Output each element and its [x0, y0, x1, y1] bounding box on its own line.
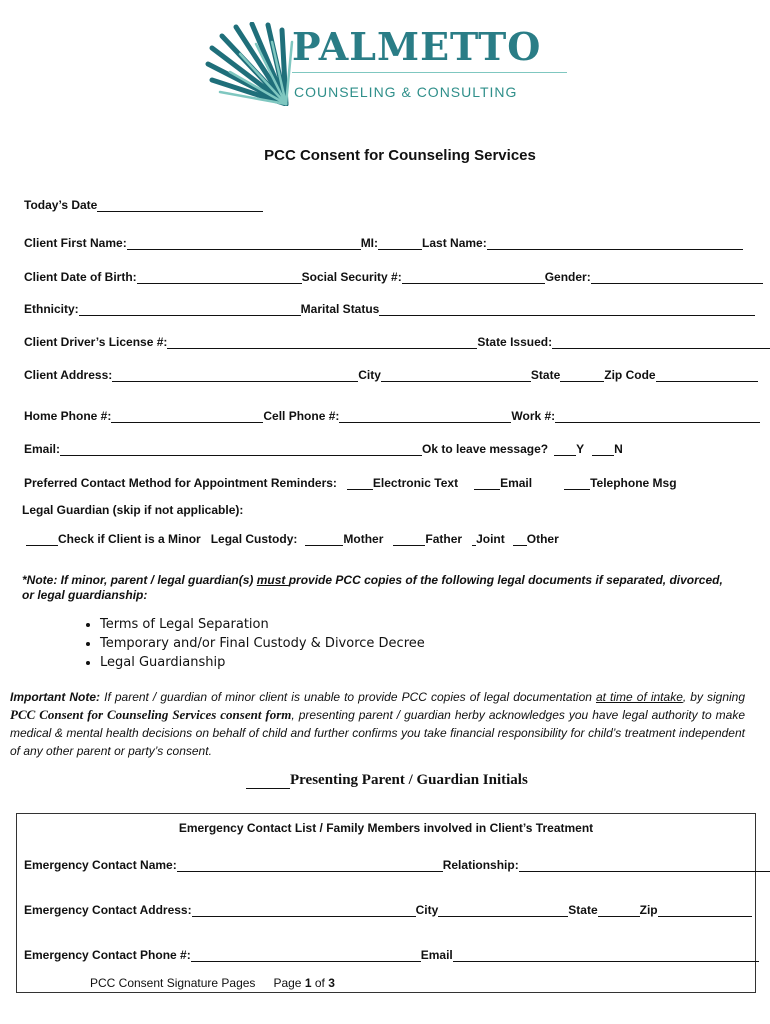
important-note: Important Note: If parent / guardian of minor client is unable to provide PCC copies of legal documentation at time of intake, by signing PCC Consent for Counseling Services consent form, presenting parent / guardian herby acknowledges you have legal authority to make medical & mental health decisions on behalf of child and further confirms you take financial responsibility for child’s treatment independent of any other parent or party’s consent. — [10, 690, 746, 758]
emergency-zip-label: Zip — [639, 903, 658, 917]
emergency-phone-field[interactable] — [191, 949, 421, 962]
required-documents-list — [78, 615, 425, 672]
last-name-field[interactable] — [487, 237, 743, 250]
emergency-address-label: Emergency Contact Address: — [24, 903, 192, 917]
city-label: City — [358, 368, 381, 382]
gender-field[interactable] — [591, 271, 763, 284]
emergency-phone-label: Emergency Contact Phone #: — [24, 948, 191, 962]
emergency-name-label: Emergency Contact Name: — [24, 858, 177, 872]
mi-label: MI: — [360, 236, 379, 250]
state-issued-field[interactable] — [552, 336, 770, 349]
father-checkbox[interactable] — [393, 533, 425, 546]
mother-label: Mother — [343, 532, 384, 546]
yes-checkbox[interactable] — [554, 443, 576, 456]
no-checkbox[interactable] — [592, 443, 614, 456]
todays-date-field[interactable] — [97, 199, 263, 212]
license-label: Client Driver’s License #: — [24, 335, 168, 349]
gender-label: Gender: — [544, 270, 591, 284]
emergency-contact-title: Emergency Contact List / Family Members involved in Client’s Treatment — [178, 821, 594, 835]
work-phone-label: Work #: — [511, 409, 556, 423]
relationship-field[interactable] — [519, 859, 770, 872]
email-option-checkbox[interactable] — [474, 477, 500, 490]
list-item: • Temporary and/or Final Custody & Divorce Decree — [100, 634, 425, 653]
first-name-field[interactable] — [127, 237, 361, 250]
relationship-label: Relationship: — [442, 858, 519, 872]
ssn-label: Social Security #: — [301, 270, 402, 284]
home-phone-label: Home Phone #: — [24, 409, 112, 423]
cell-phone-field[interactable] — [339, 410, 511, 423]
legal-custody-label: Legal Custody: — [210, 532, 298, 546]
zip-field[interactable] — [656, 369, 758, 382]
ethnicity-field[interactable] — [79, 303, 301, 316]
work-phone-field[interactable] — [555, 410, 760, 423]
email-option-label: Email — [500, 476, 533, 490]
list-item: • Terms of Legal Separation — [100, 615, 425, 634]
emergency-address-field[interactable] — [192, 904, 416, 917]
legal-docs-note: *Note: If minor, parent / legal guardian(s) must provide PCC copies of the following legal documents if separated, divorced, or legal guardianship: — [22, 573, 723, 602]
legal-guardian-heading: Legal Guardian (skip if not applicable): — [22, 503, 244, 517]
mi-field[interactable] — [378, 237, 422, 250]
email-field[interactable] — [60, 443, 422, 456]
last-name-label: Last Name: — [422, 236, 487, 250]
emergency-name-field[interactable] — [177, 859, 443, 872]
state-field[interactable] — [560, 369, 604, 382]
initials-line — [246, 772, 528, 789]
address-field[interactable] — [112, 369, 358, 382]
cell-phone-label: Cell Phone #: — [263, 409, 340, 423]
logo — [200, 22, 580, 112]
ethnicity-label: Ethnicity: — [24, 302, 79, 316]
telephone-msg-label: Telephone Msg — [590, 476, 677, 490]
minor-label: Check if Client is a Minor — [58, 532, 201, 546]
page-title: PCC Consent for Counseling Services — [264, 147, 536, 164]
ok-leave-message-label: Ok to leave message? — [422, 442, 549, 456]
ssn-field[interactable] — [402, 271, 545, 284]
emergency-state-label: State — [568, 903, 598, 917]
page-footer — [90, 976, 335, 990]
emergency-email-label: Email — [420, 948, 453, 962]
emergency-zip-field[interactable] — [658, 904, 752, 917]
first-name-label: Client First Name: — [24, 236, 127, 250]
address-label: Client Address: — [24, 368, 113, 382]
license-field[interactable] — [167, 336, 477, 349]
dob-label: Client Date of Birth: — [24, 270, 137, 284]
yes-label: Y — [576, 442, 585, 456]
no-label: N — [614, 442, 623, 456]
home-phone-field[interactable] — [111, 410, 263, 423]
preferred-contact-label: Preferred Contact Method for Appointment Reminders: — [24, 476, 337, 490]
state-label: State — [530, 368, 561, 382]
emergency-city-label: City — [415, 903, 439, 917]
emergency-email-field[interactable] — [453, 949, 759, 962]
state-issued-label: State Issued: — [477, 335, 553, 349]
marital-label: Marital Status — [300, 302, 380, 316]
dob-field[interactable] — [137, 271, 302, 284]
todays-date-label: Today’s Date — [24, 198, 98, 212]
logo-name: PALMETTO — [292, 24, 542, 69]
emergency-state-field[interactable] — [598, 904, 640, 917]
minor-checkbox[interactable] — [26, 533, 58, 546]
city-field[interactable] — [381, 369, 531, 382]
palmetto-logo-icon — [200, 22, 296, 106]
telephone-msg-checkbox[interactable] — [564, 477, 590, 490]
joint-label: Joint — [476, 532, 505, 546]
list-item: • Legal Guardianship — [100, 653, 425, 672]
emergency-city-field[interactable] — [438, 904, 568, 917]
logo-tagline: COUNSELING & CONSULTING — [294, 84, 518, 100]
electronic-text-checkbox[interactable] — [347, 477, 373, 490]
marital-field[interactable] — [379, 303, 755, 316]
important-note-label: Important Note: — [10, 690, 101, 704]
email-label: Email: — [24, 442, 61, 456]
zip-label: Zip Code — [604, 368, 656, 382]
father-label: Father — [425, 532, 463, 546]
page-indicator: Page 1 of 3 — [273, 976, 335, 990]
initials-label: Presenting Parent / Guardian Initials — [290, 772, 528, 788]
other-checkbox[interactable] — [513, 533, 527, 546]
logo-divider — [292, 72, 567, 73]
mother-checkbox[interactable] — [305, 533, 343, 546]
footer-label: PCC Consent Signature Pages — [90, 976, 256, 990]
electronic-text-label: Electronic Text — [372, 476, 459, 490]
initials-field[interactable] — [246, 774, 290, 789]
other-label: Other — [526, 532, 559, 546]
